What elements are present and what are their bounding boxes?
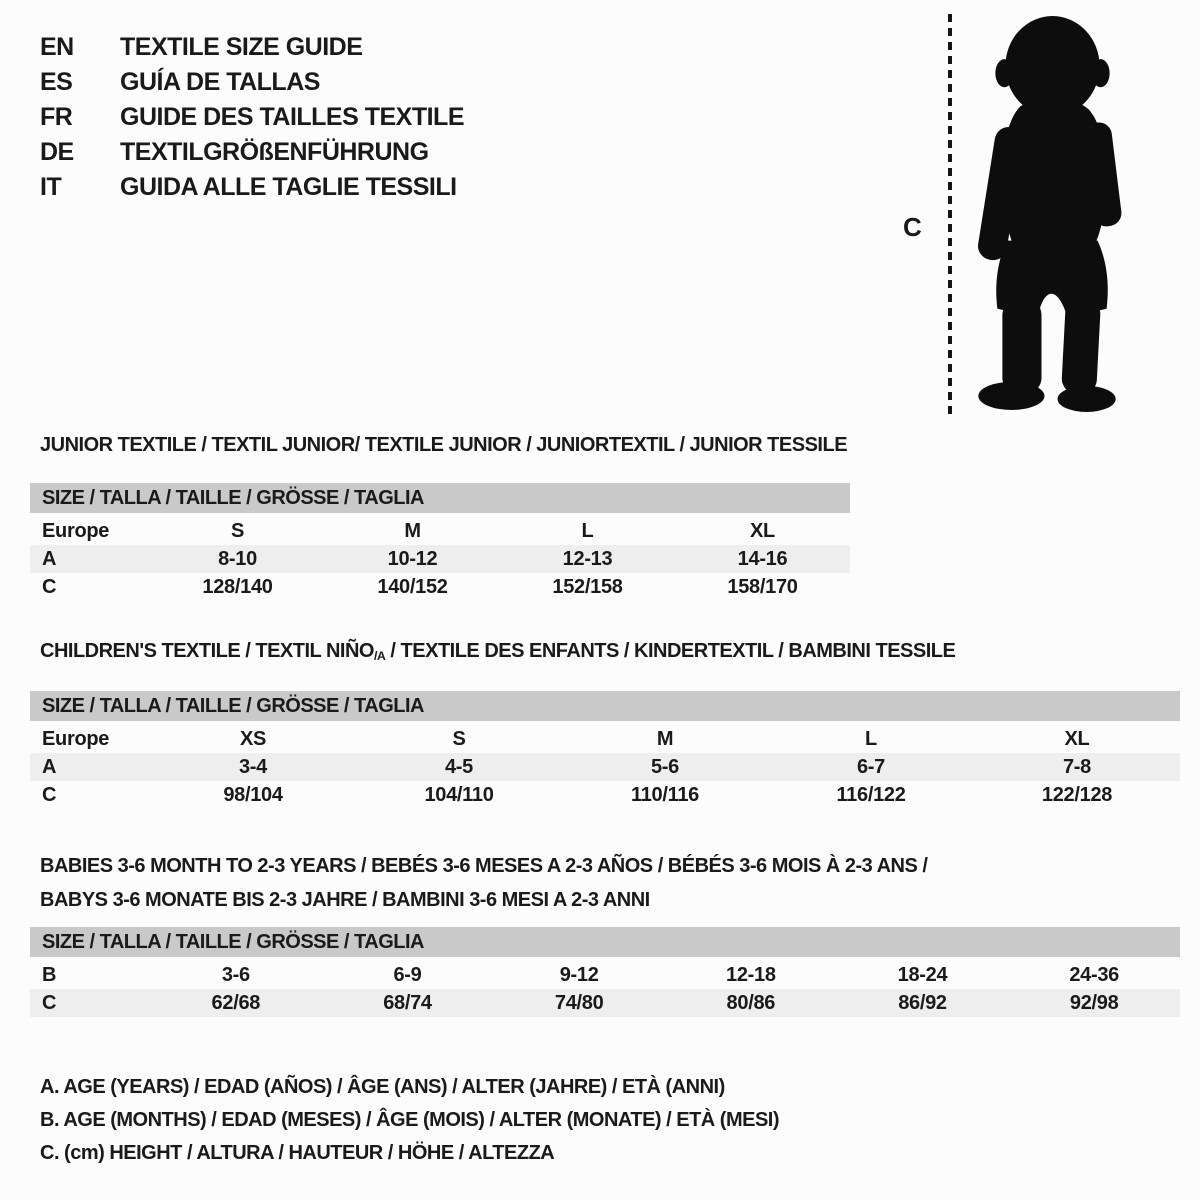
size-cell: S — [452, 727, 466, 750]
language-row — [40, 170, 464, 205]
language-code: DE — [40, 138, 74, 166]
value-cell: 158/170 — [727, 575, 798, 598]
table-row — [30, 961, 1180, 989]
size-header-bar: SIZE / TALLA / TAILLE / GRÖSSE / TAGLIA — [30, 483, 850, 513]
value-cell: 62/68 — [211, 991, 261, 1014]
table-row — [30, 781, 1180, 809]
legend-line: A. AGE (YEARS) / EDAD (AÑOS) / ÂGE (ANS) / ALTER (JAHRE) / ETÀ (ANNI) — [40, 1076, 725, 1098]
row-label: B — [42, 963, 57, 986]
language-code: ES — [40, 68, 73, 96]
value-cell: 12-13 — [562, 547, 613, 570]
size-cell: XL — [750, 519, 775, 542]
language-code: IT — [40, 173, 62, 201]
value-cell: 18-24 — [897, 963, 948, 986]
language-code: FR — [40, 103, 73, 131]
language-label: TEXTILGRÖßENFÜHRUNG — [120, 138, 429, 166]
value-cell: 98/104 — [223, 783, 283, 806]
table-row — [30, 989, 1180, 1017]
row-label: A — [42, 547, 57, 570]
table-row — [30, 545, 850, 573]
table-header-row — [30, 517, 850, 545]
legend-line: B. AGE (MONTHS) / EDAD (MESES) / ÂGE (MOIS) / ALTER (MONATE) / ETÀ (MESI) — [40, 1109, 780, 1131]
section-title-babies-line2: BABYS 3-6 MONATE BIS 2-3 JAHRE / BAMBINI 3-6 MESI A 2-3 ANNI — [40, 889, 650, 911]
value-cell: 4-5 — [444, 755, 473, 778]
value-cell: 68/74 — [383, 991, 432, 1014]
value-cell: 8-10 — [218, 547, 257, 570]
size-cell: S — [230, 519, 245, 542]
size-header-bar: SIZE / TALLA / TAILLE / GRÖSSE / TAGLIA — [30, 927, 1180, 957]
table-babies — [30, 927, 1180, 1017]
value-cell: 80/86 — [726, 991, 776, 1014]
row-label: C — [42, 991, 57, 1014]
value-cell: 14-16 — [737, 547, 788, 570]
value-cell: 110/116 — [631, 783, 699, 806]
language-row — [40, 65, 464, 100]
region-label: Europe — [42, 519, 110, 542]
table-row — [30, 753, 1180, 781]
language-code: EN — [40, 33, 74, 61]
table-row — [30, 573, 850, 601]
value-cell: 86/92 — [898, 991, 947, 1014]
section-title-children — [40, 640, 955, 663]
language-label: GUIDA ALLE TAGLIE TESSILI — [120, 173, 457, 201]
value-cell: 5-6 — [650, 755, 679, 778]
value-cell: 74/80 — [554, 991, 604, 1014]
language-label: GUÍA DE TALLAS — [120, 68, 320, 96]
size-cell: M — [656, 727, 674, 750]
value-cell: 6-7 — [856, 755, 885, 778]
table-junior — [30, 483, 850, 601]
value-cell: 122/128 — [1041, 783, 1113, 806]
section-title-children-pre: CHILDREN'S TEXTILE / TEXTIL NIÑO — [40, 640, 374, 662]
value-cell: 6-9 — [393, 963, 422, 986]
value-cell: 10-12 — [387, 547, 438, 570]
language-label: GUIDE DES TAILLES TEXTILE — [120, 103, 465, 131]
toddler-silhouette-icon — [962, 10, 1142, 416]
language-label: TEXTILE SIZE GUIDE — [120, 33, 363, 61]
value-cell: 7-8 — [1062, 755, 1091, 778]
size-cell: L — [581, 519, 594, 542]
value-cell: 24-36 — [1069, 963, 1119, 986]
section-title-babies-line1: BABIES 3-6 MONTH TO 2-3 YEARS / BEBÉS 3-6 MESES A 2-3 AÑOS / BÉBÉS 3-6 MOIS À 2-3 ANS / — [40, 855, 928, 877]
region-label: Europe — [42, 727, 110, 750]
value-cell: 116/122 — [836, 783, 906, 806]
value-cell: 128/140 — [202, 575, 273, 598]
language-row — [40, 135, 464, 170]
section-title-junior: JUNIOR TEXTILE / TEXTIL JUNIOR/ TEXTILE JUNIOR / JUNIORTEXTIL / JUNIOR TESSILE — [40, 434, 848, 456]
section-title-children-post: / TEXTILE DES ENFANTS / KINDERTEXTIL / BAMBINI TESSILE — [385, 640, 956, 662]
section-title-babies — [40, 849, 927, 917]
legend-line: C. (cm) HEIGHT / ALTURA / HAUTEUR / HÖHE / ALTEZZA — [40, 1142, 555, 1164]
measurement-legend — [40, 1071, 779, 1170]
size-cell: XL — [1064, 727, 1090, 750]
language-row — [40, 100, 464, 135]
row-label: A — [42, 755, 57, 778]
value-cell: 12-18 — [726, 963, 776, 986]
height-dashed-line — [948, 14, 952, 416]
value-cell: 92/98 — [1069, 991, 1119, 1014]
value-cell: 152/158 — [552, 575, 623, 598]
size-header-bar: SIZE / TALLA / TAILLE / GRÖSSE / TAGLIA — [30, 691, 1180, 721]
value-cell: 3-4 — [238, 755, 267, 778]
row-label: C — [42, 575, 57, 598]
table-children — [30, 691, 1180, 809]
value-cell: 104/110 — [424, 783, 494, 806]
height-measure-label: C — [903, 212, 922, 242]
value-cell: 140/152 — [377, 575, 448, 598]
table-header-row — [30, 725, 1180, 753]
value-cell: 9-12 — [559, 963, 599, 986]
size-cell: M — [404, 519, 421, 542]
row-label: C — [42, 783, 57, 806]
language-row — [40, 30, 464, 65]
size-cell: L — [865, 727, 877, 750]
value-cell: 3-6 — [221, 963, 250, 986]
size-cell: XS — [239, 727, 267, 750]
language-header — [40, 30, 464, 205]
section-title-children-sub: /A — [373, 649, 386, 664]
